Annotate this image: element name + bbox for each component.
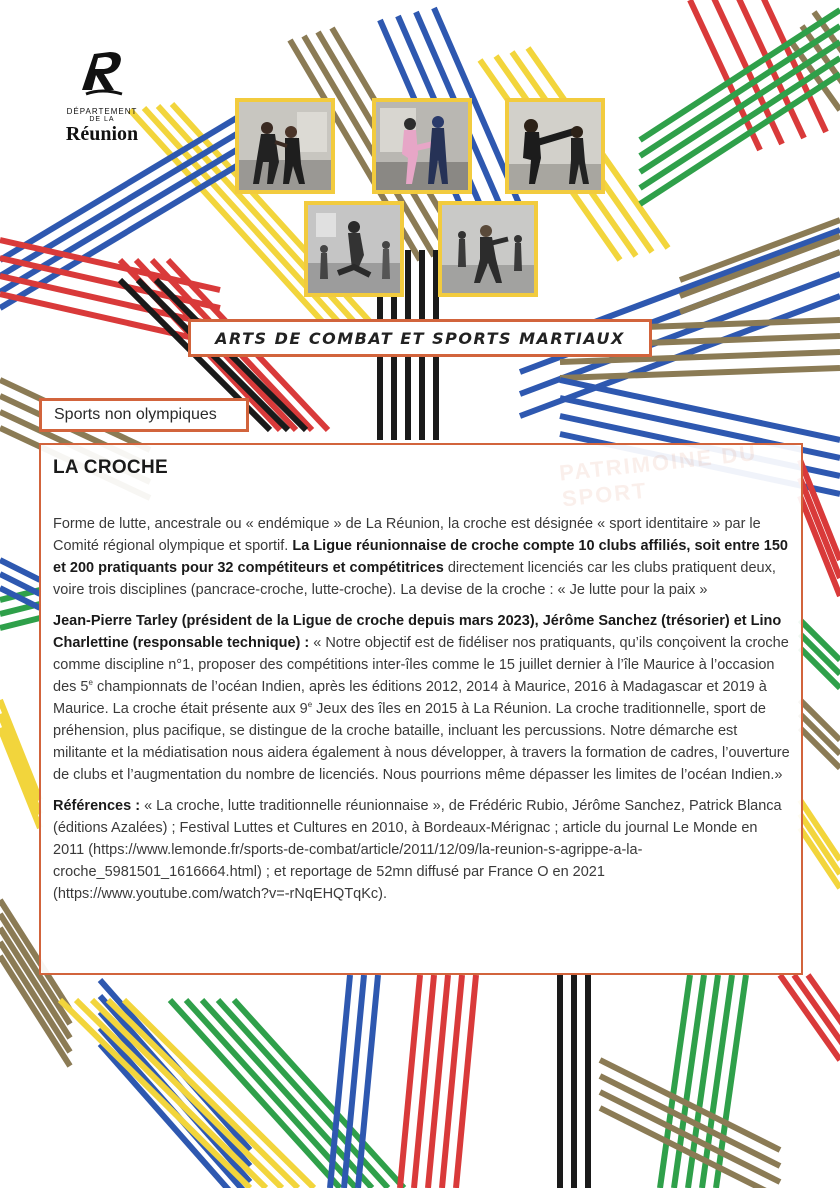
decorative-stripe xyxy=(800,800,840,860)
quote-speakers: Jean-Pierre Tarley (président de la Ligue de croche depuis mars 2023), Jérôme Sanchez (trésorier) et Lino Charlettine (responsable technique) : xyxy=(53,613,782,651)
decorative-stripe xyxy=(234,1000,404,1188)
quote-text-2: championnats de l’océan Indien, après les éditions 2012, 2014 à Maurice, 2016 à Madagascar et 2019 à Maurice. La croche était présente aux 9 xyxy=(53,679,767,717)
quote-text-3: Jeux des îles en 2015 à La Réunion. La croche traditionnelle, sport de préhension, plus pacifique, se distingue de la croche bataille, incluant les percussions. Notre démarche est militante et la médiatisation nous aidera également à nous développer, à travers la formation de cadres, l’ouverture de clubs et l’augmentation du nombre de licenciés. Nous pourrions même dépasser les limites de l’océan Indien.» xyxy=(53,701,790,783)
quote-text-1: « Notre objectif est de fidéliser nos pratiquants, qu’ils conçoivent la croche comme discipline n°1, proposer des compétitions inter-îles comme le 15 juillet dernier à l’île Maurice à l’occasion des 5 xyxy=(53,635,789,695)
references-text: « La croche, lutte traditionnelle réunionnaise », de Frédéric Rubio, Jérôme Sanchez, Patrick Blanca (éditions Azalées) ; Festival Luttes et Cultures en 2010, à Bordeaux-Mérignac ; article du journal Le Monde en 2011 (https://www.lemonde.fr/sports-de-combat/article/2011/12/09/la-reunion-s-agrippe-a-la-croche_5981501_1616664.html) ; et reportage de 52mn diffusé par France O en 2021 (https://www.youtube.com/watch?v=-rNqEHQTqKc). xyxy=(53,798,782,902)
decorative-stripe xyxy=(780,975,840,1060)
decorative-stripe xyxy=(800,828,840,888)
logo-line-2: DE LA xyxy=(89,116,115,123)
photo-kickboxing xyxy=(372,98,472,194)
article-paragraph-intro xyxy=(53,513,791,601)
decorative-stripe xyxy=(0,714,40,814)
category-tag: Sports non olympiques xyxy=(39,398,249,432)
article-paragraph-references xyxy=(53,795,791,905)
section-banner-text: ARTS DE COMBAT ET SPORTS MARTIAUX xyxy=(215,328,625,348)
photo-stance-demo xyxy=(438,201,538,297)
logo-name: Réunion xyxy=(65,123,139,145)
departement-reunion-logo xyxy=(52,44,152,144)
quote-sup-1: e xyxy=(88,678,93,688)
decorative-stripe xyxy=(800,814,840,874)
logo-line-1: DÉPARTEMENT xyxy=(66,107,138,116)
decorative-stripe xyxy=(0,618,40,628)
decorative-stripe xyxy=(76,1000,266,1188)
photo-high-kick xyxy=(505,98,605,194)
decorative-stripe xyxy=(560,368,840,378)
section-banner xyxy=(188,319,652,357)
decorative-stripe xyxy=(680,236,840,296)
article-card xyxy=(39,443,803,975)
photo-grappling-1 xyxy=(235,98,335,194)
decorative-stripe xyxy=(660,975,690,1188)
decorative-stripe xyxy=(640,42,840,172)
references-label: Références : xyxy=(53,798,141,814)
intro-text-1: Forme de lutte, ancestrale ou « endémique » de La Réunion, la croche est désignée « sport identitaire » par le Comité régional olympique et sportif. xyxy=(53,516,761,554)
r-monogram-icon xyxy=(74,44,130,100)
article-paragraph-quote xyxy=(53,610,791,786)
intro-text-2: directement licenciés car les clubs pratiquent deux, voire trois disciplines (pancrace-croche, lutte-croche). La devise de la croche : « Je lutte pour la paix » xyxy=(53,560,776,598)
intro-bold: La Ligue réunionnaise de croche compte 10 clubs affiliés, soit entre 150 et 200 pratiquants pour 32 compétiteurs et compétitrices xyxy=(53,538,788,576)
quote-sup-2: e xyxy=(307,700,313,710)
article-title: LA CROCHE xyxy=(53,457,168,478)
photo-training-group xyxy=(304,201,404,297)
decorative-stripe xyxy=(680,220,840,280)
